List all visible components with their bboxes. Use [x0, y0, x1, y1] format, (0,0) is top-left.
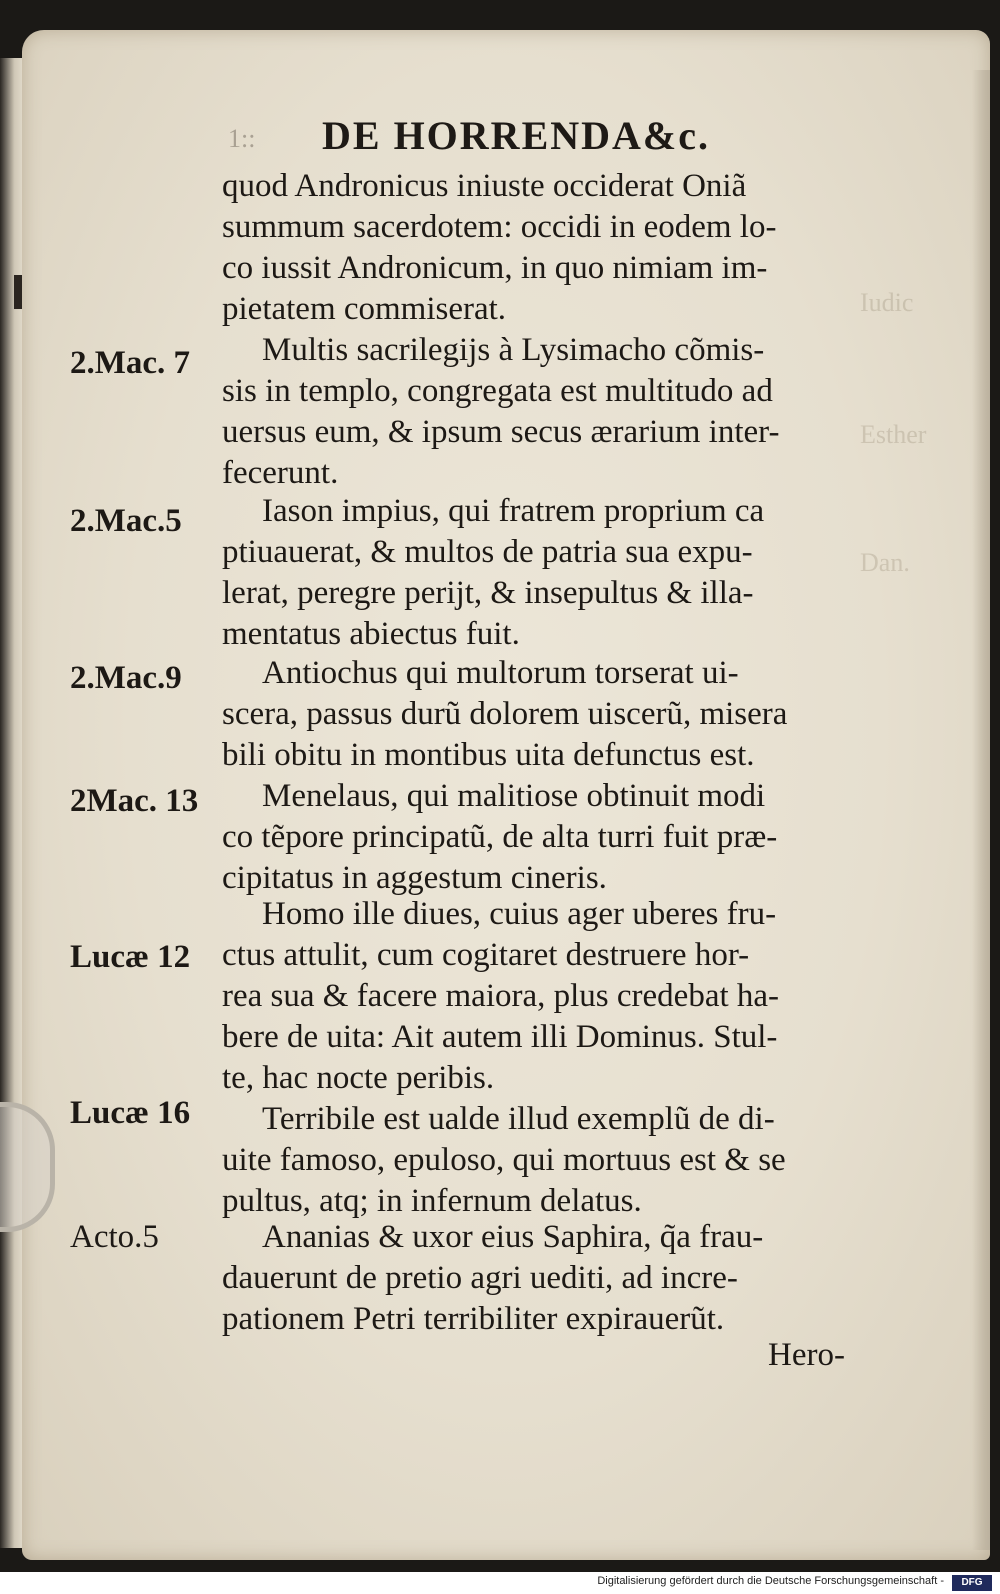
text-line: cipitatus in aggestum cineris. — [222, 860, 607, 896]
text-line: Antiochus qui multorum torserat ui- — [262, 655, 739, 691]
text-line: bere de uita: Ait autem illi Dominus. Stul- — [222, 1019, 778, 1055]
text-line: mentatus abiectus fuit. — [222, 616, 520, 652]
catchword: Hero- — [768, 1337, 845, 1373]
text-line: pietatem commiserat. — [222, 291, 507, 327]
text-line: quod Andronicus iniuste occiderat Oniã — [222, 168, 747, 204]
text-line: pultus, atq; in infernum delatus. — [222, 1183, 642, 1219]
margin-ref: 2.Mac.9 — [70, 660, 182, 696]
margin-ref: Acto.5 — [70, 1219, 159, 1255]
text-line: Iason impius, qui fratrem proprium ca — [262, 493, 765, 529]
text-line: Terribile est ualde illud exemplũ de di- — [262, 1101, 775, 1137]
text-line: summum sacerdotem: occidi in eodem lo- — [222, 209, 777, 245]
text-line: scera, passus durũ dolorem uiscerũ, misera — [222, 696, 788, 732]
text-line: fecerunt. — [222, 455, 339, 491]
text-line: Homo ille diues, cuius ager uberes fru- — [262, 896, 777, 932]
page-header — [228, 112, 788, 172]
margin-ref: 2.Mac.5 — [70, 503, 182, 539]
funding-credit: Digitalisierung gefördert durch die Deutsche Forschungsgemeinschaft - — [597, 1575, 944, 1587]
text-line: co iussit Andronicum, in quo nimiam im- — [222, 250, 768, 286]
text-line: rea sua & facere maiora, plus credebat ha- — [222, 978, 780, 1014]
text-line: sis in templo, congregata est multitudo ad — [222, 373, 773, 409]
text-line: Menelaus, qui malitiose obtinuit modi — [262, 778, 766, 814]
show-through-text: Iudic — [860, 288, 914, 317]
margin-ref: Lucæ 16 — [70, 1095, 191, 1131]
text-line: Multis sacrilegijs à Lysimacho cõmis- — [262, 332, 765, 368]
running-title: DE HORRENDA&c. — [322, 113, 710, 158]
margin-ref: 2.Mac. 7 — [70, 345, 191, 381]
margin-ref: Lucæ 12 — [70, 939, 191, 975]
margin-ref: 2Mac. 13 — [70, 783, 199, 819]
text-line: Ananias & uxor eius Saphira, q̃a frau- — [262, 1219, 764, 1255]
text-line: co tẽpore principatũ, de alta turri fuit præ- — [222, 819, 778, 855]
show-through-text: Esther — [860, 420, 927, 449]
dfg-logo[interactable]: DFG — [952, 1575, 992, 1591]
show-through-text: Dan. — [860, 548, 910, 577]
text-line: dauerunt de pretio agri uediti, ad incre- — [222, 1260, 738, 1296]
page-number: 1:: — [228, 124, 256, 153]
text-line: bili obitu in montibus uita defunctus est. — [222, 737, 755, 773]
text-line: uite famoso, epuloso, qui mortuus est & se — [222, 1142, 786, 1178]
text-line: lerat, peregre perijt, & insepultus & illa- — [222, 575, 754, 611]
text-line: te, hac nocte peribis. — [222, 1060, 495, 1096]
text-line: ctus attulit, cum cogitaret destruere hor- — [222, 937, 750, 973]
text-line: uersus eum, & ipsum secus ærarium inter- — [222, 414, 780, 450]
text-line: pationem Petri terribiliter expirauerũt. — [222, 1301, 725, 1337]
binding-mark — [14, 275, 22, 309]
page-edge-shadow — [972, 70, 990, 1550]
footer-bar — [0, 1572, 1000, 1594]
text-line: ptiuauerat, & multos de patria sua expu- — [222, 534, 753, 570]
